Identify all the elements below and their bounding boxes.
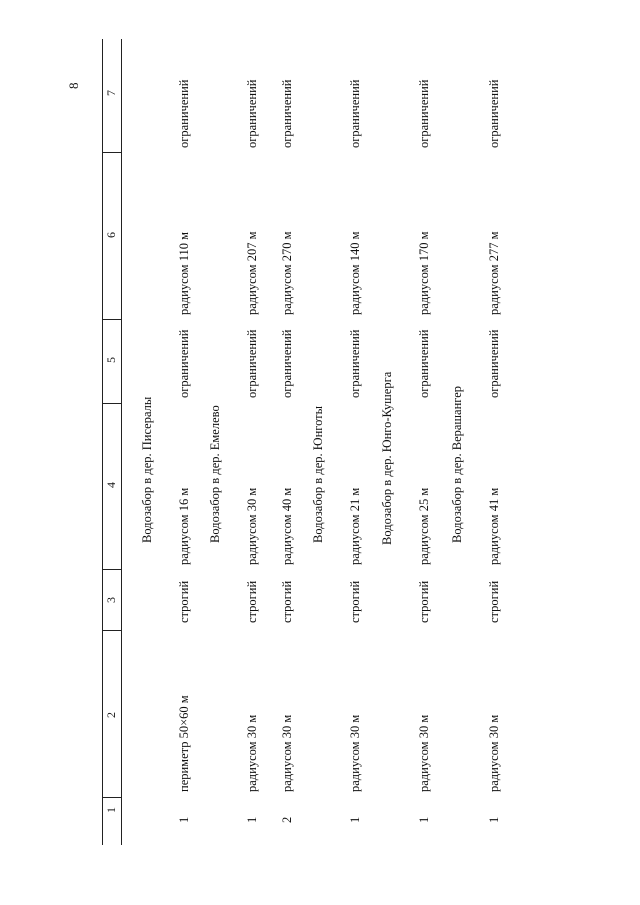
table-cell: радиусом 270 м [280,231,294,315]
table-cell: ограничений [348,79,362,148]
header-top-rule [102,39,103,845]
table-cell: строгий [177,580,191,623]
table-cell: радиусом 25 м [417,487,431,565]
table-cell: 2 [280,816,294,823]
table-cell: ограничений [245,79,259,148]
table-cell: радиусом 110 м [177,231,191,315]
table-cell: ограничений [487,329,501,398]
header-column-separator [102,319,121,320]
page-number: 8 [66,82,81,89]
header-cell: 3 [104,597,118,603]
table-cell: радиусом 277 м [487,231,501,315]
table-cell: радиусом 30 м [245,487,259,565]
table-cell: строгий [417,580,431,623]
table-cell: радиусом 140 м [348,231,362,315]
header-cell: 5 [104,357,118,363]
table-cell: ограничений [280,79,294,148]
table-cell: строгий [245,580,259,623]
table-cell: ограничений [417,79,431,148]
header-column-separator [102,152,121,153]
table-cell: радиусом 30 м [245,714,259,792]
section-title: Водозабор в дер. Емелево [208,405,222,543]
table-cell: 1 [417,816,431,823]
header-cell: 7 [104,90,118,96]
table-cell: 1 [245,816,259,823]
table-cell: радиусом 30 м [417,714,431,792]
table-cell: радиусом 30 м [487,714,501,792]
header-column-separator [102,569,121,570]
table-cell: строгий [280,580,294,623]
table-cell: строгий [348,580,362,623]
table-cell: строгий [487,580,501,623]
table-cell: радиусом 21 м [348,487,362,565]
table-cell: ограничений [280,329,294,398]
section-title: Водозабор в дер. Верашангер [450,385,464,543]
section-title: Водозабор в дер. Юнготы [311,405,325,543]
table-cell: радиусом 30 м [348,714,362,792]
table-cell: ограничений [487,79,501,148]
table-cell: радиусом 30 м [280,714,294,792]
header-cell: 4 [104,482,118,488]
header-column-separator [102,797,121,798]
section-title: Водозабор в дер. Писералы [140,396,154,543]
header-bottom-rule [121,39,122,845]
header-cell: 2 [104,712,118,718]
table-cell: радиусом 40 м [280,487,294,565]
table-cell: радиусом 207 м [245,231,259,315]
table-cell: 1 [487,816,501,823]
table-cell: 1 [348,816,362,823]
header-column-separator [102,403,121,404]
table-cell: радиусом 170 м [417,231,431,315]
table-cell: 1 [177,816,191,823]
table-cell: ограничений [177,329,191,398]
table-cell: радиусом 41 м [487,487,501,565]
table-cell: периметр 50×60 м [177,695,191,792]
table-cell: ограничений [245,329,259,398]
section-title: Водозабор в дер. Юнго-Кушерга [380,371,394,545]
table-cell: ограничений [417,329,431,398]
table-cell: ограничений [348,329,362,398]
header-cell: 6 [104,232,118,238]
header-cell: 1 [104,807,118,813]
table-cell: ограничений [177,79,191,148]
table-cell: радиусом 16 м [177,487,191,565]
header-column-separator [102,630,121,631]
